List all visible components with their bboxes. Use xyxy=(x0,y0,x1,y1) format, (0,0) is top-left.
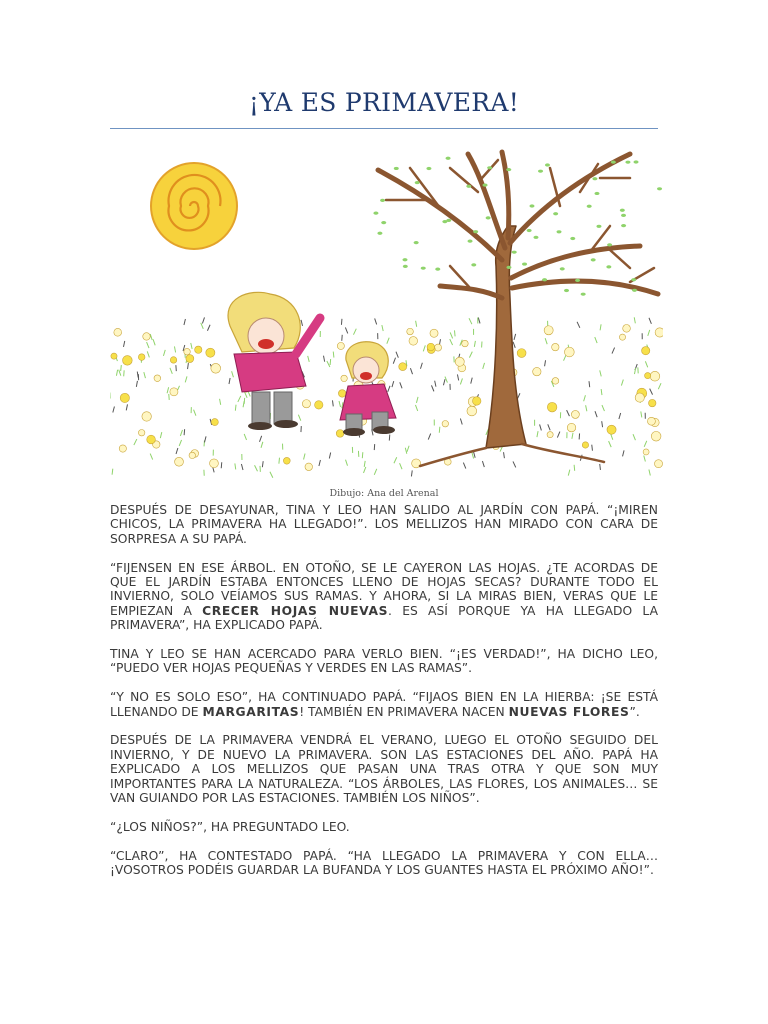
paragraph-6 xyxy=(110,820,658,834)
highlight-crecer-hojas-nuevas: CRECER HOJAS NUEVAS xyxy=(202,603,389,618)
paragraph-text: “FIJENSEN EN ESE ÁRBOL. EN OTOÑO, SE LE CAYERON LAS HOJAS. ¿TE ACORDAS DE QUE EL JARDÍN ESTABA ENTONCES LLENO DE HOJAS SECAS? DURANTE TODO EL INVIERNO, SOLO VEÍAMOS SUS RAMAS. Y AHORA, SI LA MIRAS BIEN, VERAS QUE LE EMPIEZAN A xyxy=(110,560,658,618)
paragraph-text: “¿LOS NIÑOS?”, HA PREGUNTADO LEO. xyxy=(110,819,350,834)
illustration-caption: Dibujo: Ana del Arenal xyxy=(329,488,439,499)
paragraph-text: . ES ASÍ PORQUE YA HA LLEGADO LA PRIMAVERA”, HA EXPLICADO PAPÁ. xyxy=(110,603,658,633)
page-title: ¡YA ES PRIMAVERA! xyxy=(248,88,520,117)
paragraph-text: DESPUÉS DE LA PRIMAVERA VENDRÁ EL VERANO, LUEGO EL OTOÑO SEGUIDO DEL INVIERNO, Y DE NUEVO LA PRIMAVERA. SON LAS ESTACIONES DEL AÑO. PAPÁ HA EXPLICADO A LOS MELLIZOS QUE PASAN UNA TRAS OTRA Y QUE SON MUY IMPORTANTES PARA LA NATURALEZA. “LOS ÁRBOLES, LAS FLORES, LOS ANIMALES… SE VAN GUIANDO POR LAS ESTACIONES. TAMBIÉN LOS NIÑOS”. xyxy=(110,733,658,806)
tree xyxy=(378,152,658,466)
sun-icon xyxy=(151,163,237,249)
paragraph-text: ! TAMBIÉN EN PRIMAVERA NACEN xyxy=(299,704,509,719)
girl-tina xyxy=(228,292,320,430)
paragraph-3 xyxy=(110,647,658,676)
paragraph-5 xyxy=(110,733,658,805)
paragraph-text: ”. xyxy=(629,704,640,719)
paragraph-text: TINA Y LEO SE HAN ACERCADO PARA VERLO BIEN. “¡ES VERDAD!”, HA DICHO LEO, “PUEDO VER HOJAS PEQUEÑAS Y VERDES EN LAS RAMAS”. xyxy=(110,647,658,676)
paragraph-text: DESPUÉS DE DESAYUNAR, TINA Y LEO HAN SALIDO AL JARDÍN CON PAPÁ. “¡MIREN CHICOS, LA PRIMAVERA HA LLEGADO!”. LOS MELLIZOS HAN MIRADO CON CARA DE SORPRESA A SU PAPÁ. xyxy=(110,503,658,546)
boy-leo xyxy=(340,342,396,436)
paragraph-text: “CLARO”, HA CONTESTADO PAPÁ. “HA LLEGADO LA PRIMAVERA Y CON ELLA… ¡VOSOTROS PODÉIS GUARDAR LA BUFANDA Y LOS GUANTES HASTA EL PRÓXIMO AÑO!”. xyxy=(110,848,658,878)
paragraph-1 xyxy=(110,503,658,546)
title-divider xyxy=(110,128,658,129)
paragraph-7 xyxy=(110,849,658,878)
highlight-margaritas: MARGARITAS xyxy=(202,704,300,719)
paragraph-2 xyxy=(110,561,658,633)
paragraph-4 xyxy=(110,690,658,719)
paragraph-text: “Y NO ES SOLO ESO”, HA CONTINUADO PAPÁ. “FIJAOS BIEN EN LA HIERBA: ¡SE ESTÁ LLENANDO DE xyxy=(110,690,658,719)
spring-illustration xyxy=(110,148,663,480)
story-body xyxy=(110,503,658,892)
highlight-nuevas-flores: NUEVAS FLORES xyxy=(508,704,630,719)
